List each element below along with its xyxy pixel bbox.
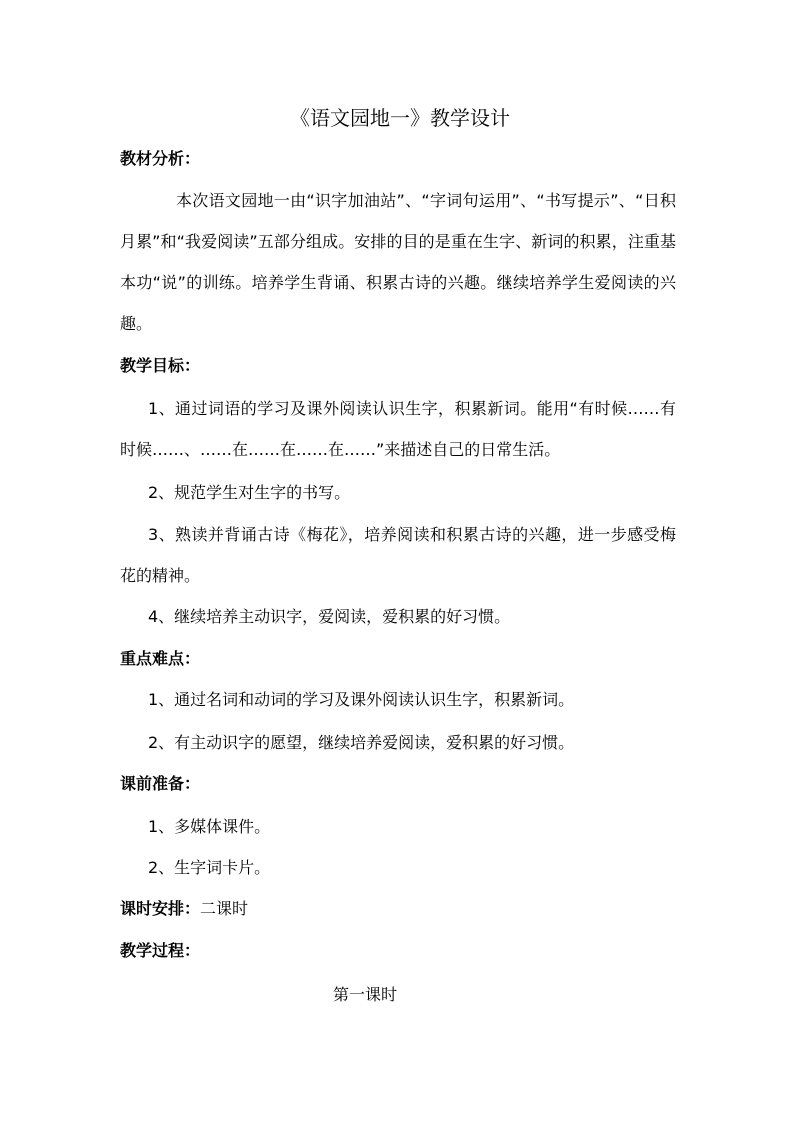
key-point-item: 1、通过名词和动词的学习及课外阅读认识生字，积累新词。 [148,690,575,709]
textbook-analysis-paragraph: 本次语文园地一由“识字加油站”、“字词句运用”、“书写提示”、“日积月累”和“我爱阅读”五部分组成。安排的目的是重在生字、新词的积累，注重基本功“说”的训练。培养学生背诵、积累古诗的兴趣。继续培养学生爱阅读的兴趣。 [120,191,676,333]
key-points-heading: 重点难点： [120,649,201,668]
teaching-goals-heading: 教学目标： [120,356,201,375]
teaching-goal-item: 1、通过词语的学习及课外阅读认识生字，积累新词。能用“有时候……有时候……、……在……在……在……”来描述自己的日常生活。 [120,399,676,459]
preparation-heading: 课前准备： [120,774,201,793]
key-point-item: 2、有主动识字的愿望，继续培养爱阅读，爱积累的好习惯。 [148,733,575,752]
teaching-goal-item: 4、继续培养主动识字，爱阅读，爱积累的好习惯。 [148,607,511,626]
preparation-item: 1、多媒体课件。 [148,817,271,836]
process-heading: 教学过程： [120,941,201,960]
teaching-goal-item: 2、规范学生对生字的书写。 [148,483,351,502]
preparation-item: 2、生字词卡片。 [148,858,271,877]
schedule-value: 二课时 [200,899,249,918]
textbook-analysis-heading: 教材分析： [120,149,201,168]
document-title: 《语文园地一》教学设计 [290,106,510,130]
first-session-heading: 第一课时 [332,985,397,1004]
schedule-row [120,897,248,921]
schedule-heading: 课时安排： [120,899,201,918]
teaching-goal-item: 3、熟读并背诵古诗《梅花》，培养阅读和积累古诗的兴趣，进一步感受梅花的精神。 [120,525,676,585]
